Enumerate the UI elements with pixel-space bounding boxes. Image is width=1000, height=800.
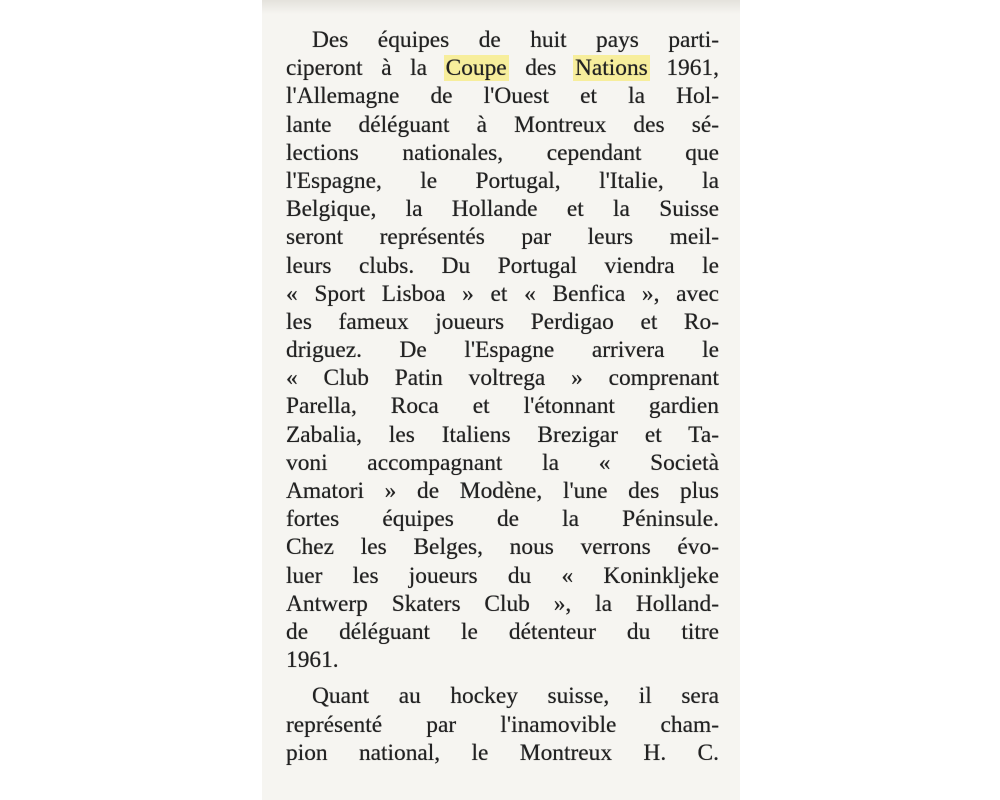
highlighted-term: Coupe — [445, 55, 507, 82]
text-segment: des — [525, 55, 557, 82]
text-line: luer les joueurs du « Koninkljeke — [286, 562, 719, 589]
paragraph-gap — [286, 674, 719, 682]
text-segment: ciperont à la — [286, 55, 428, 82]
top-edge-shadow — [262, 0, 740, 14]
text-line: l'Allemagne de l'Ouest et la Hol- — [286, 83, 719, 110]
newspaper-clipping — [262, 0, 740, 800]
text-line: voni accompagnant la « Società — [286, 449, 719, 476]
text-line: lections nationales, cependant que — [286, 139, 719, 166]
highlighted-term: Nations — [574, 55, 648, 82]
text-line: Belgique, la Hollande et la Suisse — [286, 196, 719, 223]
text-line: Antwerp Skaters Club », la Holland- — [286, 590, 719, 617]
text-line: « Club Patin voltrega » comprenant — [286, 365, 719, 392]
text-line: driguez. De l'Espagne arrivera le — [286, 337, 719, 364]
text-line: Amatori » de Modène, l'une des plus — [286, 478, 719, 504]
text-line: 1961. — [286, 647, 339, 674]
text-line: les fameux joueurs Perdigao et Ro- — [286, 308, 719, 335]
article-text — [286, 26, 719, 767]
text-line: pion national, le Montreux H. C. — [286, 739, 719, 766]
text-line: de déléguant le détenteur du titre — [286, 618, 719, 645]
text-line: Zabalia, les Italiens Brezigar et Ta- — [286, 421, 719, 448]
text-line: fortes équipes de la Péninsule. — [286, 506, 719, 533]
text-line: leurs clubs. Du Portugal viendra le — [286, 252, 719, 279]
text-line-with-highlight — [286, 54, 719, 82]
text-line: « Sport Lisboa » et « Benfica », avec — [286, 280, 719, 307]
text-line: Parella, Roca et l'étonnant gardien — [286, 393, 719, 420]
paragraph-2 — [286, 682, 719, 767]
text-line: lante déléguant à Montreux des sé- — [286, 111, 719, 138]
paragraph-1 — [286, 26, 719, 674]
text-line: Des équipes de huit pays parti- — [312, 27, 719, 53]
text-line: représenté par l'inamovible cham- — [286, 711, 719, 738]
text-line: Chez les Belges, nous verrons évo- — [286, 534, 719, 561]
text-segment: 1961, — [666, 55, 719, 82]
text-line: seront représentés par leurs meil- — [286, 224, 719, 251]
text-line: Quant au hockey suisse, il sera — [312, 683, 719, 710]
text-line: l'Espagne, le Portugal, l'Italie, la — [286, 167, 719, 194]
